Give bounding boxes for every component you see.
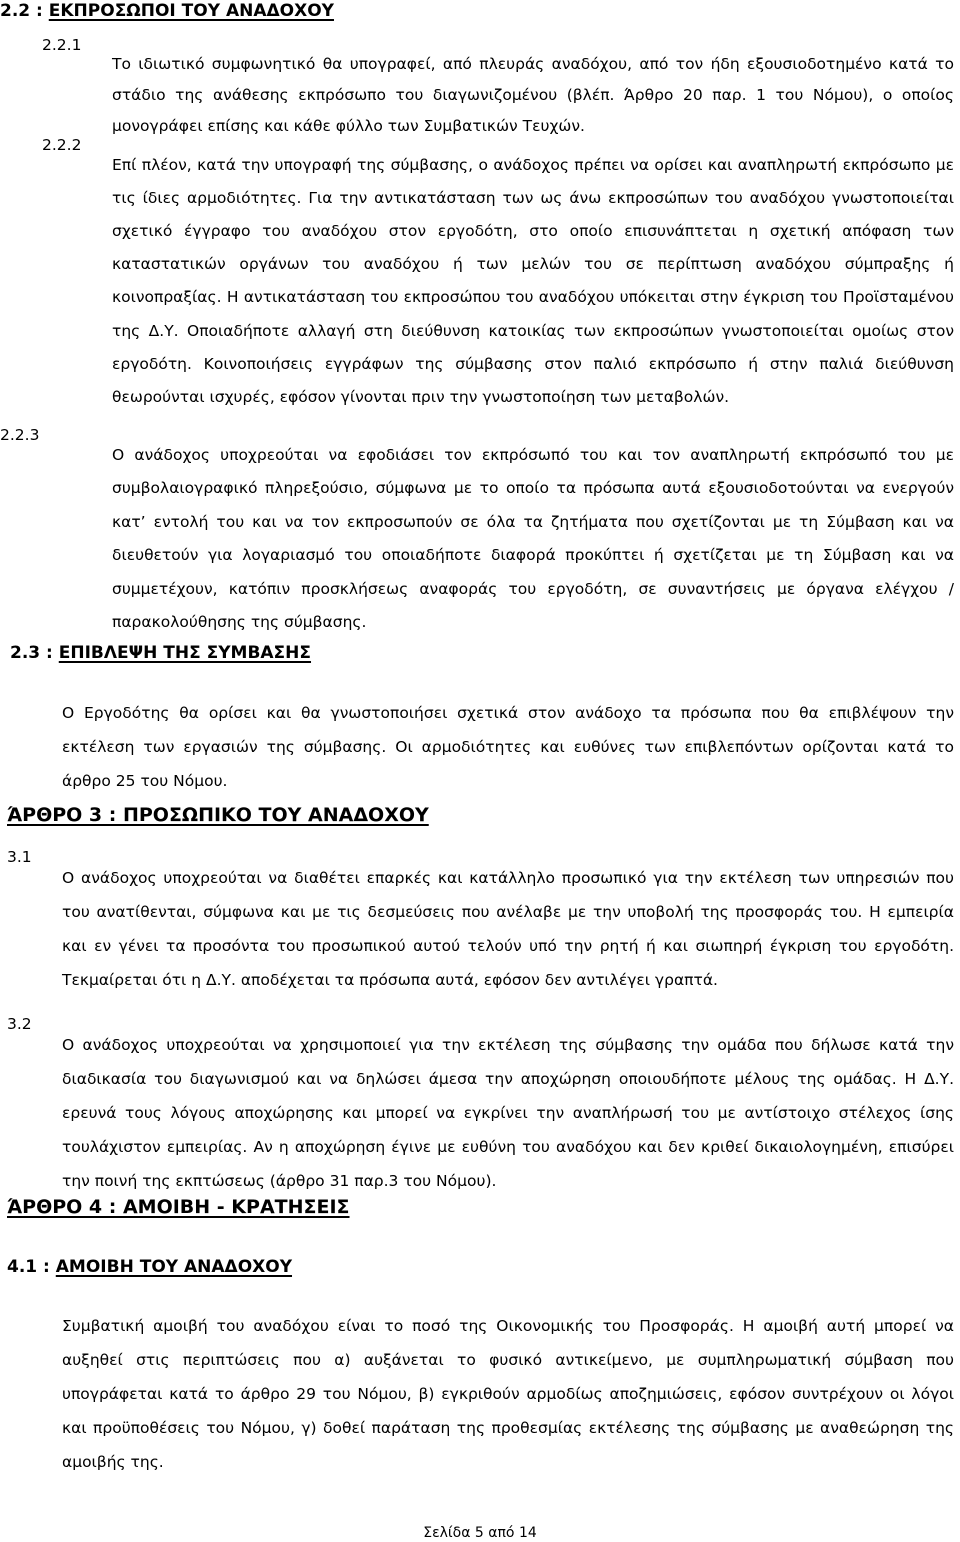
- section-4-1-text: Συμβατική αμοιβή του αναδόχου είναι το ποσό της Οικονομικής του Προσφοράς. Η αμοιβή αυτή μπορεί να αυξηθεί στις περιπτώσεις που α) αυξάνεται το φυσικό αντικείμενο, με συμπληρωματική σύμβαση που υπογράφεται κατά το άρθρο 29 του Νόμου, β) εγκριθούν αρμοδίως αποζημιώσεις, εφόσον συντρέχουν οι λόγοι και προϋποθέσεις του Νόμου, γ) δοθεί παράταση της προθεσμίας εκτέλεσης της σύμβασης με αναθεώρηση της αμοιβής της.: [62, 1316, 954, 1471]
- item-2-2-1-number: 2.2.1: [42, 36, 82, 54]
- section-2-3-text: Ο Εργοδότης θα ορίσει και θα γνωστοποιήσει σχετικά στον ανάδοχο τα πρόσωπα που θα επιβλέψουν την εκτέλεση των εργασιών της σύμβασης. Οι αρμοδιότητες και ευθύνες των επιβλεπόντων ορίζονται κατά το άρθρο 25 του Νόμου.: [62, 703, 954, 790]
- section-2-3-title: ΕΠΙΒΛΕΨΗ ΤΗΣ ΣΥΜΒΑΣΗΣ: [58, 643, 312, 663]
- article-4-heading: [7, 1195, 350, 1219]
- item-2-2-3-number: 2.2.3: [0, 426, 40, 444]
- article-3-heading: [7, 803, 429, 827]
- item-3-1-text: Ο ανάδοχος υποχρεούται να διαθέτει επαρκές και κατάλληλο προσωπικό για την εκτέλεση των υπηρεσιών που του ανατίθενται, σύμφωνα και με τις δεσμεύσεις που ανέλαβε με την υποβολή της προσφοράς του. Η εμπειρία και εν γένει τα προσόντα του προσωπικού αυτού τελούν υπό την ρητή ή και σιωπηρή έγκριση του εργοδότη. Τεκμαίρεται ότι η Δ.Υ. αποδέχεται τα πρόσωπα αυτά, εφόσον δεν αντιλέγει γραπτά.: [62, 868, 954, 990]
- section-2-2-number: 2.2 :: [0, 1, 43, 21]
- section-4-1-number: 4.1 :: [7, 1257, 50, 1277]
- page-number-label: Σελίδα 5 από 14: [423, 1525, 537, 1541]
- item-2-2-3-text: Ο ανάδοχος υποχρεούται να εφοδιάσει τον εκπρόσωπό του και τον αναπληρωτή εκπρόσωπό του με συμβολαιογραφικό πληρεξούσιο, σύμφωνα με το οποίο τα πρόσωπα αυτά εξουσιοδοτούνται να ενεργούν κατ’ εντολή του και να τον εκπροσωπούν σε όλα τα ζητήματα που σχετίζονται με τη Σύμβαση και να διευθετούν για λογαριασμό του οποιαδήποτε διαφορά προκύπτει ή σχετίζεται με τη Σύμβαση και να συμμετέχουν, κατόπιν προσκλήσεως αναφοράς του εργοδότη, σε συναντήσεις με όργανα ελέγχου / παρακολούθησης της σύμβασης.: [112, 445, 954, 632]
- item-2-2-1-text: Το ιδιωτικό συμφωνητικό θα υπογραφεί, από πλευράς αναδόχου, από τον ήδη εξουσιοδοτημένο κατά το στάδιο της ανάθεσης εκπρόσωπο του διαγωνιζομένου (βλέπ. Άρθρο 20 παρ. 1 του Νόμου), ο οποίος μονογράφει επίσης και κάθε φύλλο των Συμβατικών Τευχών.: [112, 54, 954, 135]
- section-2-3-heading: [10, 642, 311, 664]
- section-2-2-title: ΕΚΠΡΟΣΩΠΟΙ ΤΟΥ ΑΝΑΔΟΧΟΥ: [48, 1, 334, 21]
- section-4-1-heading: [7, 1256, 292, 1278]
- item-3-1-number: 3.1: [7, 848, 32, 866]
- article-3-title: ΆΡΘΡΟ 3 : ΠΡΟΣΩΠΙΚΟ ΤΟΥ ΑΝΑΔΟΧΟΥ: [7, 804, 429, 826]
- section-4-1-title: ΑΜΟΙΒΗ ΤΟΥ ΑΝΑΔΟΧΟΥ: [55, 1257, 293, 1277]
- item-3-2-text: Ο ανάδοχος υποχρεούται να χρησιμοποιεί για την εκτέλεση της σύμβασης την ομάδα που δήλωσε κατά την διαδικασία του διαγωνισμού και να δηλώσει άμεσα την αποχώρηση οποιουδήποτε μέλους της ομάδας. Η Δ.Υ. ερευνά τους λόγους αποχώρησης και μπορεί να εγκρίνει την αναπλήρωσή του με αντίστοιχο στέλεχος ίσης τουλάχιστον εμπειρίας. Αν η αποχώρηση έγινε με ευθύνη του αναδόχου και δεν κριθεί δικαιολογημένη, επισύρει την ποινή της εκπτώσεως (άρθρο 31 παρ.3 του Νόμου).: [62, 1035, 954, 1190]
- item-2-2-2-number: 2.2.2: [42, 136, 82, 154]
- item-2-2-2-text: Επί πλέον, κατά την υπογραφή της σύμβασης, ο ανάδοχος πρέπει να ορίσει και αναπληρωτή εκπρόσωπο με τις ίδιες αρμοδιότητες. Για την αντικατάσταση των ως άνω εκπροσώπων του αναδόχου γνωστοποιείται σχετικό έγγραφο του αναδόχου στον εργοδότη, στο οποίο επισυνάπτεται η σχετική απόφαση των καταστατικών οργάνων του αναδόχου ή των μελών του σε περίπτωση αναδόχου σύμπραξης ή κοινοπραξίας. Η αντικατάσταση του εκπροσώπου του αναδόχου υπόκειται στην έγκριση του Προϊσταμένου της Δ.Υ. Οποιαδήποτε αλλαγή στη διεύθυνση κατοικίας των εκπροσώπων γνωστοποιείται ομοίως στον εργοδότη. Κοινοποιήσεις εγγράφων της σύμβασης στον παλιό εκπρόσωπο ή στην παλιά διεύθυνση θεωρούνται ισχυρές, εφόσον γίνονται πριν την γνωστοποίηση των μεταβολών.: [112, 155, 954, 406]
- page-footer: [0, 1524, 960, 1542]
- section-2-3-number: 2.3 :: [10, 643, 53, 663]
- item-3-2-number: 3.2: [7, 1015, 32, 1033]
- section-2-2-heading: [0, 0, 334, 22]
- article-4-title: ΆΡΘΡΟ 4 : ΑΜΟΙΒΗ - ΚΡΑΤΗΣΕΙΣ: [7, 1196, 350, 1218]
